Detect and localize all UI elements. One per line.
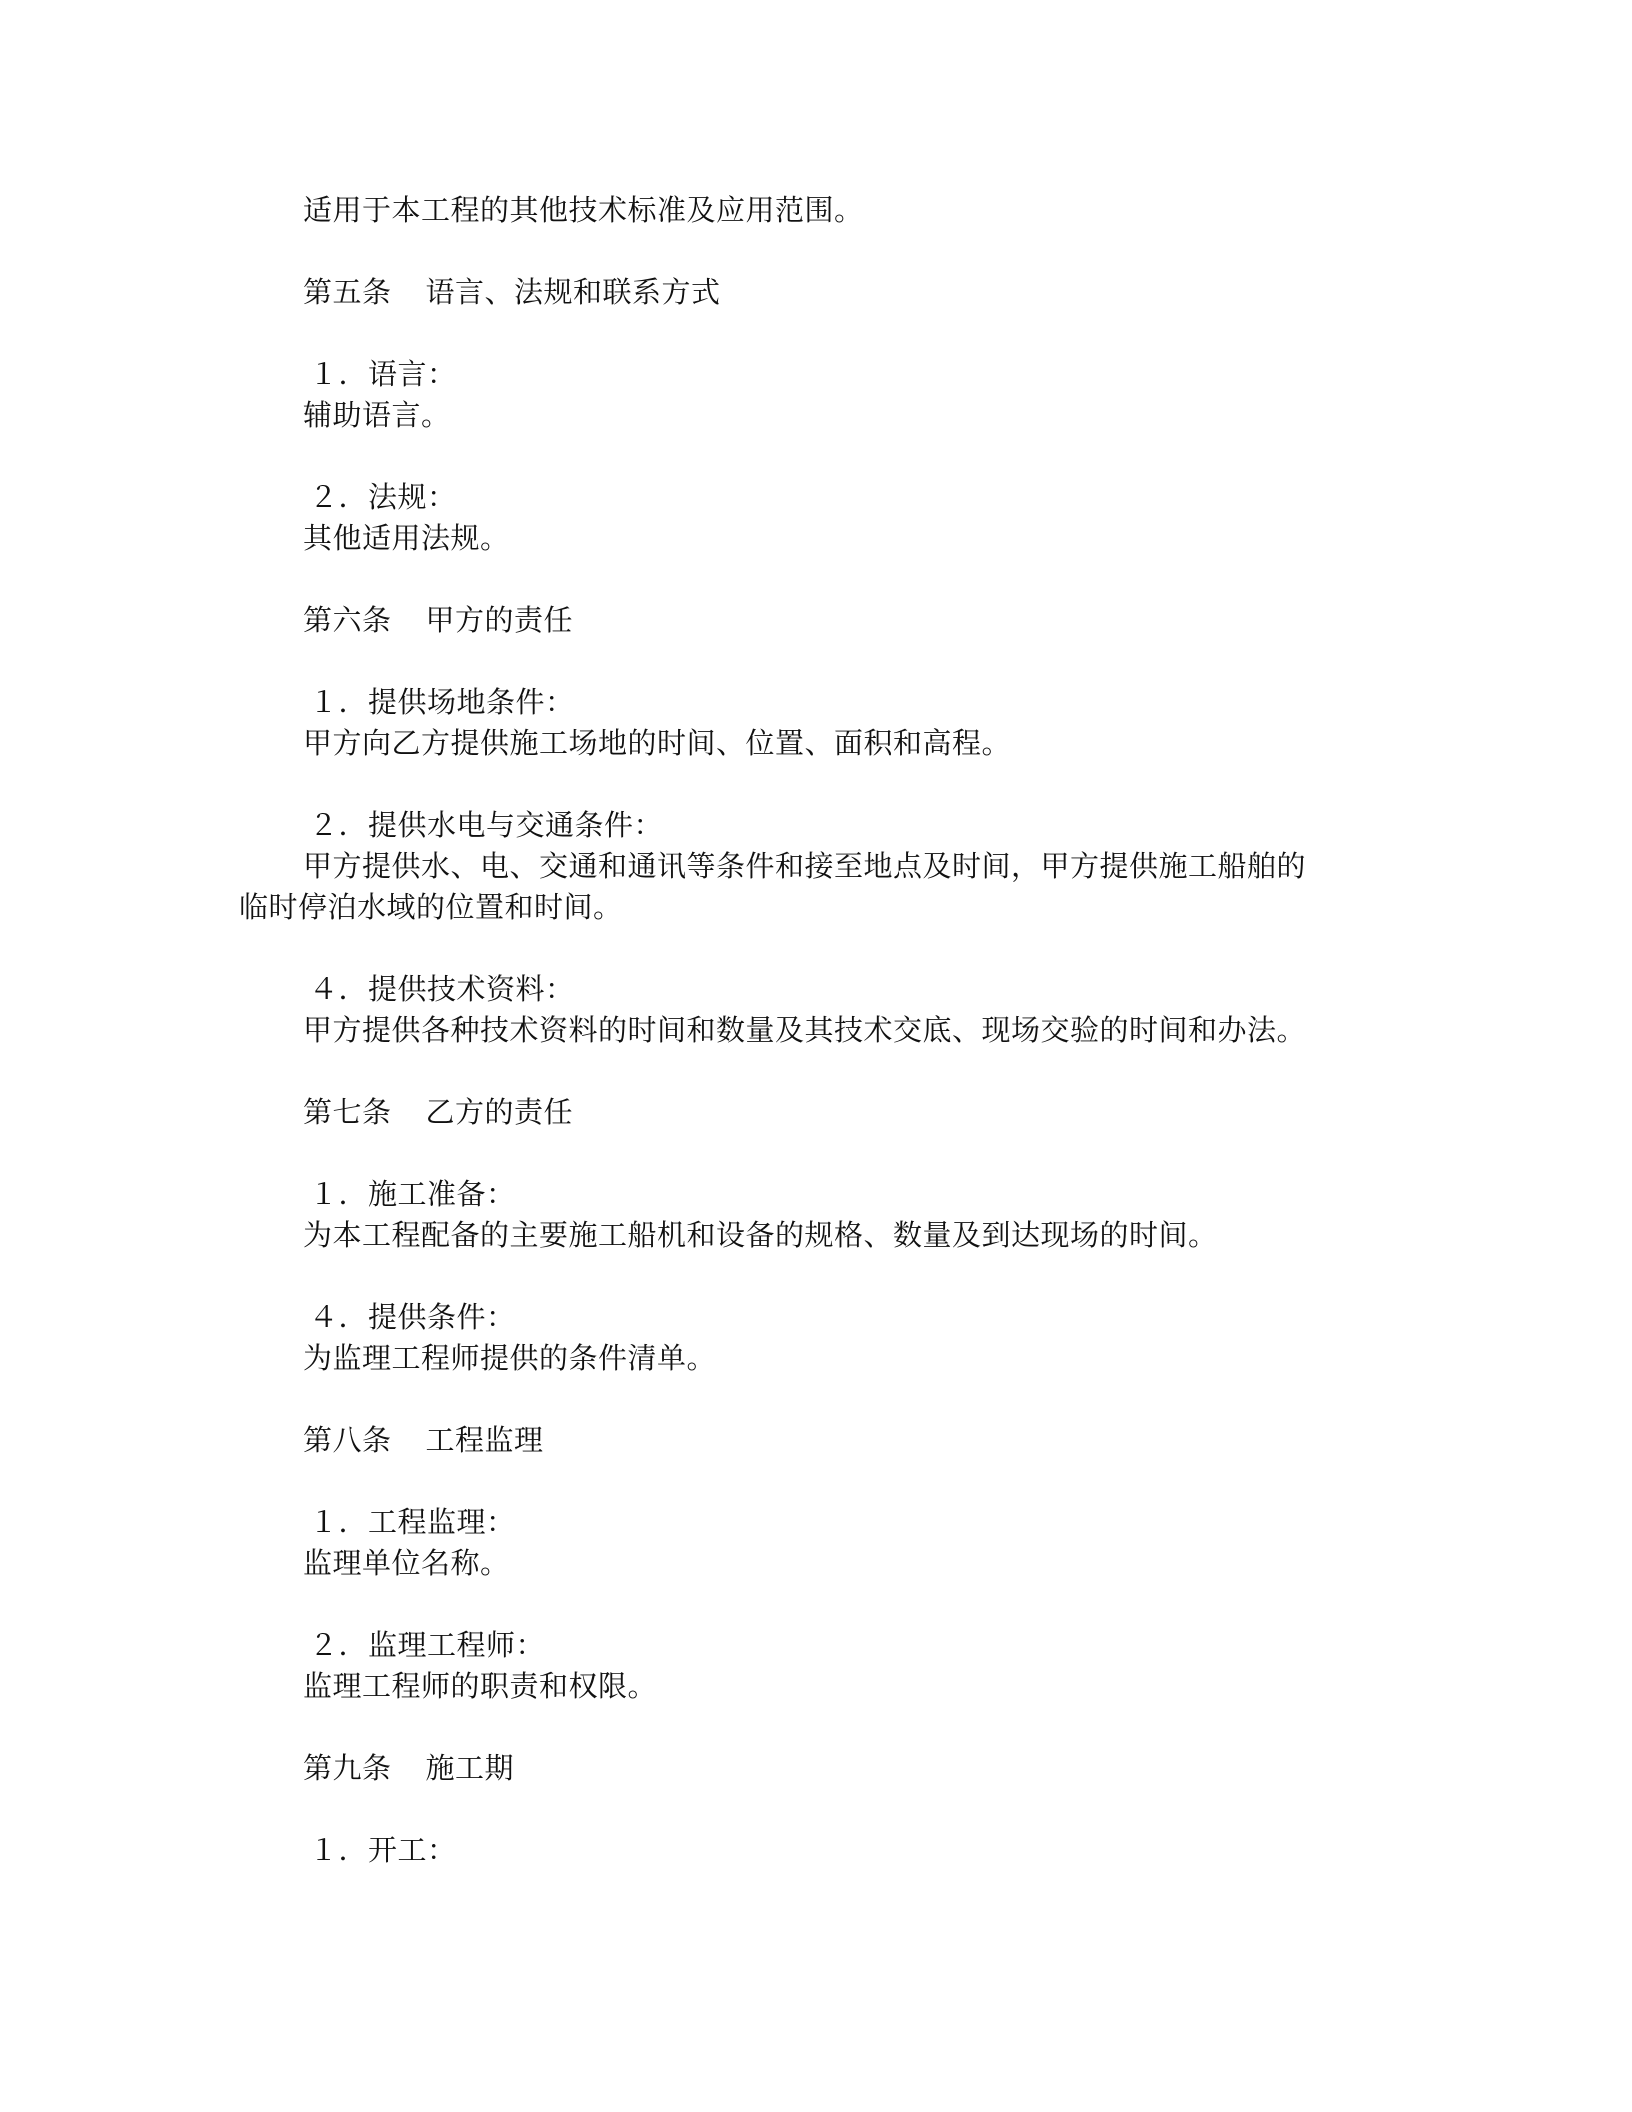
article-7-item-4-label: ４．提供条件：	[309, 1300, 516, 1334]
article-6-heading	[303, 600, 573, 640]
article-8-heading	[303, 1420, 544, 1460]
article-5-item-2-label: ２．法规：	[309, 480, 457, 514]
article-8-item-1-label: １．工程监理：	[309, 1505, 516, 1539]
article-9-item-1-label: １．开工：	[309, 1833, 457, 1867]
article-7-number: 第七条	[303, 1095, 392, 1129]
article-5-item-2-text: 其他适用法规。	[303, 521, 510, 555]
article-8-title: 工程监理	[425, 1423, 544, 1457]
article-5-item-1-label: １．语言：	[309, 357, 457, 391]
article-6-item-2-text-line-2: 临时停泊水域的位置和时间。	[239, 890, 623, 924]
article-7-title: 乙方的责任	[425, 1095, 574, 1129]
article-6-item-4-label: ４．提供技术资料：	[309, 972, 575, 1006]
article-7-item-1-label: １．施工准备：	[309, 1177, 516, 1211]
article-5-item-1-text: 辅助语言。	[303, 398, 451, 432]
article-6-title: 甲方的责任	[425, 603, 574, 637]
article-6-item-2-label: ２．提供水电与交通条件：	[309, 808, 664, 842]
article-7-heading	[303, 1092, 573, 1132]
article-7-item-1-text: 为本工程配备的主要施工船机和设备的规格、数量及到达现场的时间。	[303, 1218, 1218, 1252]
article-9-number: 第九条	[303, 1751, 392, 1785]
article-5-number: 第五条	[303, 275, 392, 309]
article-7-item-4-text: 为监理工程师提供的条件清单。	[303, 1341, 717, 1375]
article-9-heading	[303, 1748, 514, 1788]
article-5-title: 语言、法规和联系方式	[425, 275, 721, 309]
article-6-item-1-label: １．提供场地条件：	[309, 685, 575, 719]
article-8-item-2-text: 监理工程师的职责和权限。	[303, 1669, 658, 1703]
article-6-item-1-text: 甲方向乙方提供施工场地的时间、位置、面积和高程。	[303, 726, 1012, 760]
article-8-number: 第八条	[303, 1423, 392, 1457]
article-6-number: 第六条	[303, 603, 392, 637]
article-8-item-2-label: ２．监理工程师：	[309, 1628, 546, 1662]
article-8-item-1-text: 监理单位名称。	[303, 1546, 510, 1580]
article-6-item-2-text-line-1: 甲方提供水、电、交通和通讯等条件和接至地点及时间，甲方提供施工船舶的	[303, 849, 1307, 883]
article-9-title: 施工期	[425, 1751, 515, 1785]
article-5-heading	[303, 272, 721, 312]
article-6-item-4-text: 甲方提供各种技术资料的时间和数量及其技术交底、现场交验的时间和办法。	[303, 1013, 1307, 1047]
intro-text: 适用于本工程的其他技术标准及应用范围。	[303, 193, 864, 227]
